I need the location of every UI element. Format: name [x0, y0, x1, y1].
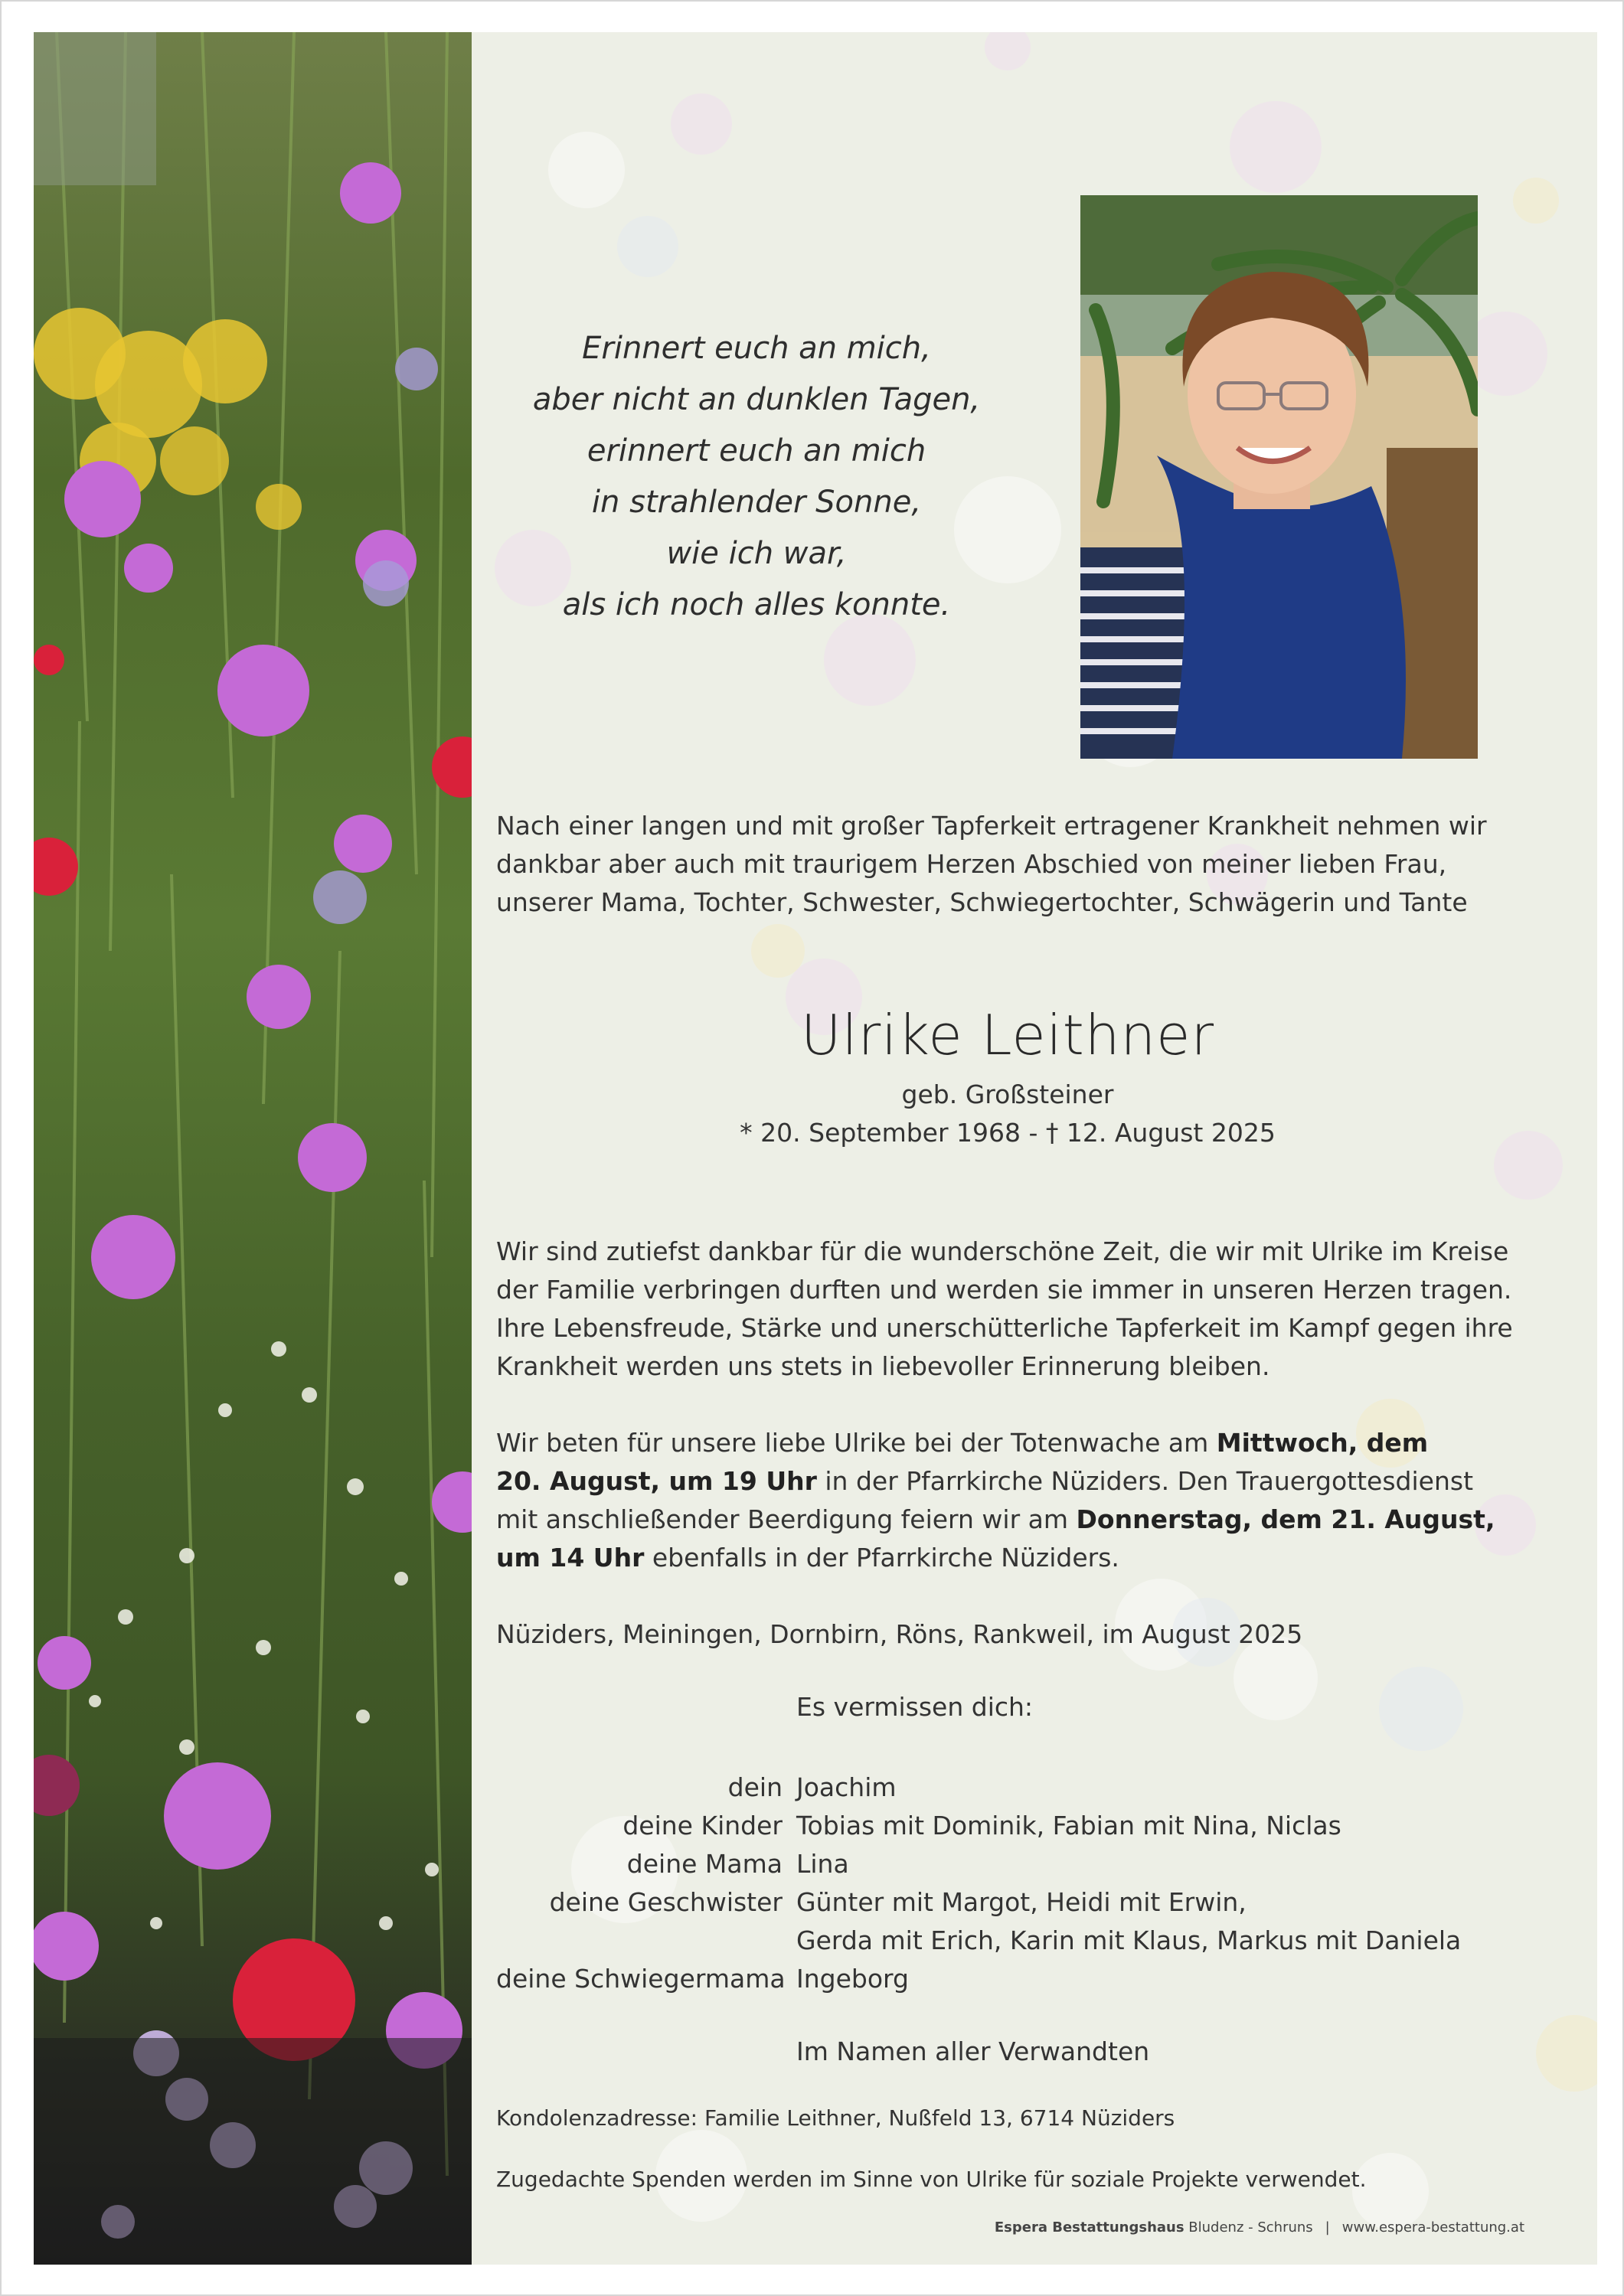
- service-paragraph: [496, 1424, 1568, 1577]
- mourner-row: [496, 1769, 1568, 1807]
- intro-line: dankbar aber auch mit traurigem Herzen Abschied von meiner lieben Frau,: [496, 849, 1447, 879]
- paragraph-line: [496, 1501, 1568, 1539]
- mourner-role: [496, 1922, 796, 1960]
- poem-line: in strahlender Sonne,: [591, 485, 922, 520]
- paragraph-line: der Familie verbringen durften und werden sie immer in unseren Herzen tragen.: [496, 1275, 1512, 1305]
- memorial-poem: [489, 323, 1024, 631]
- paragraph-line: [496, 1462, 1568, 1501]
- service-text: in der Pfarrkirche Nüziders. Den Trauergottesdienst: [816, 1466, 1474, 1496]
- maiden-name: geb. Großsteiner: [901, 1079, 1114, 1109]
- footer-separator: |: [1325, 2219, 1330, 2236]
- service-text: Wir beten für unsere liebe Ulrike bei der Totenwache am: [496, 1428, 1217, 1458]
- footer: [995, 2219, 1524, 2236]
- life-dates: * 20. September 1968 - † 12. August 2025: [740, 1118, 1276, 1148]
- poem-line: als ich noch alles konnte.: [562, 587, 951, 622]
- mourners-list: [496, 1769, 1568, 1998]
- mourner-names: Gerda mit Erich, Karin mit Klaus, Markus mit Daniela: [796, 1925, 1462, 1955]
- paragraph-line: [496, 1424, 1568, 1462]
- poem-line: Erinnert euch an mich,: [582, 331, 931, 366]
- mourner-role: deine Schwiegermama: [496, 1964, 786, 1994]
- intro-text: [496, 807, 1568, 922]
- mourner-row: [496, 1845, 1568, 1883]
- mourner-role: deine Mama: [626, 1849, 783, 1879]
- vigil-time: 20. August, um 19 Uhr: [496, 1466, 817, 1496]
- mourner-role: deine Geschwister: [549, 1887, 783, 1917]
- paragraph-line: Wir sind zutiefst dankbar für die wunderschöne Zeit, die wir mit Ulrike im Kreise: [496, 1236, 1509, 1266]
- funeral-time: um 14 Uhr: [496, 1543, 645, 1573]
- paragraph-line: Ihre Lebensfreude, Stärke und unerschütterliche Tapferkeit im Kampf gegen ihre: [496, 1313, 1513, 1343]
- paragraph-line: [496, 1539, 1568, 1577]
- places-text: Nüziders, Meiningen, Dornbirn, Röns, Rankweil, im August 2025: [496, 1619, 1303, 1649]
- mourner-role: deine Kinder: [622, 1811, 783, 1840]
- mourner-row: [496, 1960, 1568, 1998]
- mourner-row: [496, 1922, 1568, 1960]
- portrait-photo: [1080, 195, 1478, 759]
- missed-by-heading: Es vermissen dich:: [796, 1692, 1034, 1722]
- funeral-day: Donnerstag, dem 21. August,: [1076, 1504, 1495, 1534]
- funeral-home-name: Espera Bestattungshaus: [994, 2219, 1185, 2236]
- website-link[interactable]: www.espera-bestattung.at: [1341, 2219, 1524, 2236]
- mourner-row: [496, 1883, 1568, 1922]
- deceased-name: Ulrike Leithner: [800, 1003, 1215, 1067]
- mourner-names: Tobias mit Dominik, Fabian mit Nina, Niclas: [796, 1811, 1341, 1840]
- poem-line: wie ich war,: [666, 536, 847, 571]
- donations-note: Zugedachte Spenden werden im Sinne von Ulrike für soziale Projekte verwendet.: [496, 2167, 1367, 2192]
- mourner-row: [496, 1807, 1568, 1845]
- on-behalf-line: Im Namen aller Verwandten: [796, 2036, 1150, 2066]
- poem-line: erinnert euch an mich: [587, 433, 926, 469]
- service-text: ebenfalls in der Pfarrkirche Nüziders.: [644, 1543, 1119, 1573]
- intro-line: unserer Mama, Tochter, Schwester, Schwiegertochter, Schwägerin und Tante: [496, 887, 1468, 917]
- mourner-names: Ingeborg: [796, 1964, 909, 1994]
- mourner-names: Lina: [796, 1849, 849, 1879]
- service-text: mit anschließender Beerdigung feiern wir am: [496, 1504, 1077, 1534]
- vigil-day: Mittwoch, dem: [1216, 1428, 1429, 1458]
- mourner-names: Günter mit Margot, Heidi mit Erwin,: [796, 1887, 1247, 1917]
- flower-meadow-image: [34, 32, 472, 2265]
- mourner-names: Joachim: [796, 1772, 897, 1802]
- gratitude-paragraph: [496, 1233, 1568, 1386]
- poem-line: aber nicht an dunklen Tagen,: [532, 382, 981, 417]
- mourner-role: dein: [727, 1772, 783, 1802]
- condolence-address: Kondolenzadresse: Familie Leithner, Nußfeld 13, 6714 Nüziders: [496, 2105, 1175, 2131]
- funeral-home-locations: Bludenz - Schruns: [1184, 2219, 1313, 2236]
- paragraph-line: Krankheit werden uns stets in liebevoller Erinnerung bleiben.: [496, 1351, 1270, 1381]
- places-line: [496, 1615, 1568, 1654]
- intro-line: Nach einer langen und mit großer Tapferkeit ertragener Krankheit nehmen wir: [496, 811, 1487, 841]
